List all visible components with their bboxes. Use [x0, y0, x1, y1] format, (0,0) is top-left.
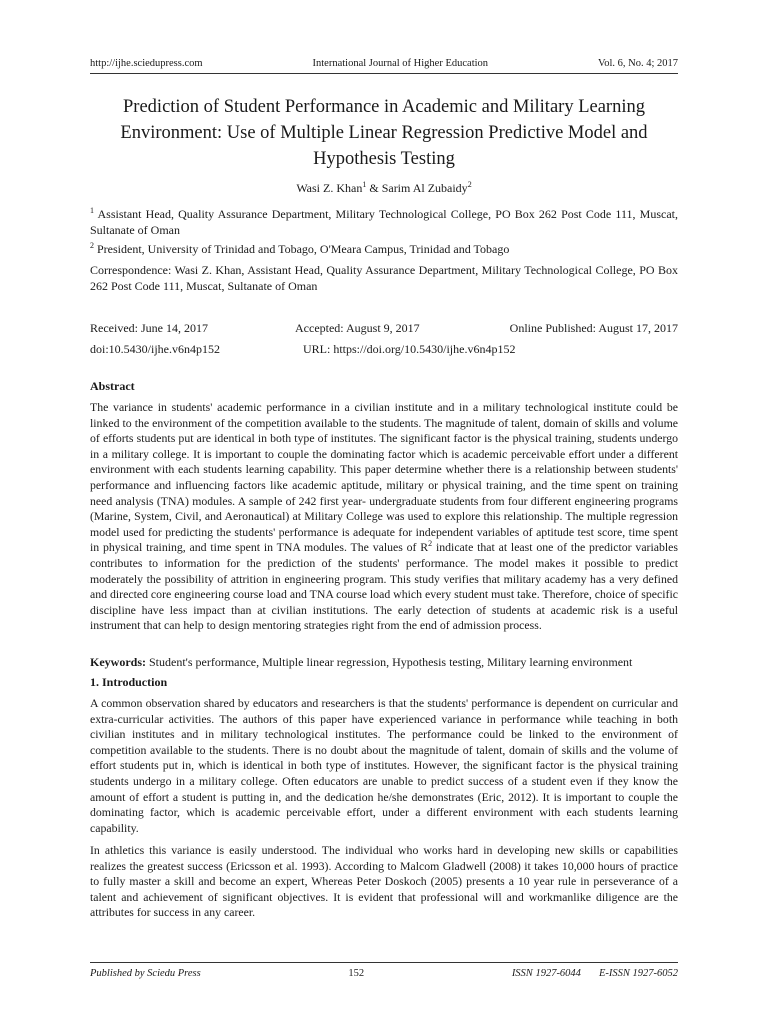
abstract-heading: Abstract [90, 379, 135, 393]
affiliation-2 [90, 238, 678, 257]
author-affil-marker: 2 [467, 180, 472, 189]
author-name: Wasi Z. Khan [296, 181, 363, 195]
correspondence: Correspondence: Wasi Z. Khan, Assistant Head, Quality Assurance Department, Military Technological College, PO Box 262 Post Code 111, Muscat, Sultanate of Oman [90, 263, 678, 293]
publisher: Published by Sciedu Press [90, 968, 201, 979]
affil-text: President, University of Trinidad and Tobago, O'Meara Campus, Trinidad and Tobago [94, 242, 510, 256]
affil-text: Assistant Head, Quality Assurance Department, Military Technological College, PO Box 262 Post Code 111, Muscat, Sultanate of Oman [90, 207, 678, 237]
paragraph: A common observation shared by educators and researchers is that the students' performance is dependent on curricular and extra-curricular activities. The authors of this paper have experienced variance in performance while teaching in both civilian institutes and in military technological institutes. The performance could be linked to the environment of competition available to the students. There is no doubt about the magnitude of talent, domain of skills and the volume of effort students put in, which is identical in both type of institutes. However, the significant factor is the physical training students undergo in a military college. Often educators are unable to predict success of a student even if they know the amount of effort a student is putting in, and the dedication he/she demonstrates (Eric, 2012). It is important to couple the dominating factor, which is academic perceivable effort, under a different environment with each students learning capability. [90, 696, 678, 835]
r-squared-superscript: 2 [428, 539, 433, 549]
eissn: E-ISSN 1927-6052 [598, 968, 678, 979]
issn: ISSN 1927-6044 [511, 968, 581, 979]
keywords-text: Student's performance, Multiple linear regression, Hypothesis testing, Military learning environment [146, 655, 633, 669]
abstract-text: The variance in students' academic performance in a civilian institute and in a military technological institute could be linked to the environment of the competition available to the students. The magnitude of talent, domain of skills and volume of efforts students put are identical in both type of institutes. The significant factor is the physical training, students undergo in a military college. It is important to couple the dominating factor which is academic perceivable effort under a different environment with each students learning capability. This paper determine whether there is a relationship between students' performance and influencing factors like academic aptitude, military or physical training, and the time spent on training need analysis (TNA) modules. A sample of 242 first year- undergraduate students from four different engineering programs (Marine, System, Civil, and Aeronautical) at Military College was used to explore this relationship. The multiple regression model used for predicting the students' performance is adequate for independent variables of aptitude test score, time spent in physical training, and time spent in TNA modules. The values of R [90, 400, 678, 555]
accepted-date: Accepted: August 9, 2017 [295, 321, 420, 335]
journal-url[interactable]: http://ijhe.sciedupress.com [90, 58, 203, 69]
paragraph: In athletics this variance is easily understood. The individual who works hard in developing new skills or capabilities realizes the greatest success (Ericsson et al. 1993). According to Malcom Gladwell (2008) it takes 10,000 hours of practice to fully master a skill and become an expert, Whereas Peter Doskoch (2005) presents a 10 year rule in perseverance of a talent and achievement of significant objectives. It is evident that professional will and workmanlike diligence are the attributes for success in any career. [90, 843, 678, 920]
doi-url[interactable]: URL: https://doi.org/10.5430/ijhe.v6n4p152 [303, 342, 516, 356]
paper-title: Prediction of Student Performance in Academic and Military Learning Environment: Use of Multiple Linear Regression Predictive Model and Hypothesis Testing [120, 97, 648, 169]
affiliation-1 [90, 203, 678, 238]
affil-marker: 1 [90, 206, 94, 215]
author-affil-marker: 1 [362, 180, 367, 189]
abstract-body [90, 400, 678, 634]
received-date: Received: June 14, 2017 [90, 321, 208, 335]
published-date: Online Published: August 17, 2017 [509, 321, 678, 335]
keywords [90, 654, 678, 670]
author-line [0, 180, 768, 196]
running-footer [90, 968, 678, 979]
author-separator: & [366, 181, 382, 195]
keywords-label: Keywords: [90, 655, 146, 669]
doi: doi:10.5430/ijhe.v6n4p152 [90, 342, 220, 356]
author-name: Sarim Al Zubaidy [381, 181, 468, 195]
issn-info [512, 968, 678, 979]
page-number: 152 [348, 968, 365, 979]
section-heading: 1. Introduction [90, 675, 168, 689]
footer-divider [90, 962, 678, 963]
journal-name: International Journal of Higher Education [312, 58, 489, 69]
running-header [90, 58, 678, 69]
header-divider [90, 73, 678, 74]
publication-dates [90, 318, 678, 360]
affil-marker: 2 [90, 241, 94, 250]
abstract-text: indicate that at least one of the predictor variables contributes to information for the prediction of the students' performance. The model makes it possible to predict moderately the possibility of attrition in engineering program. This study verifies that military academy has a very defined and directed core engineering course load and TNA course load which every student must take. Therefore, choice of specific discipline have less impact than at civilian institutions. The early detection of students at academic risk is a useful instrument that can help to design mentoring strategies right from the end of admission process. [90, 540, 678, 633]
volume-info: Vol. 6, No. 4; 2017 [597, 58, 678, 69]
